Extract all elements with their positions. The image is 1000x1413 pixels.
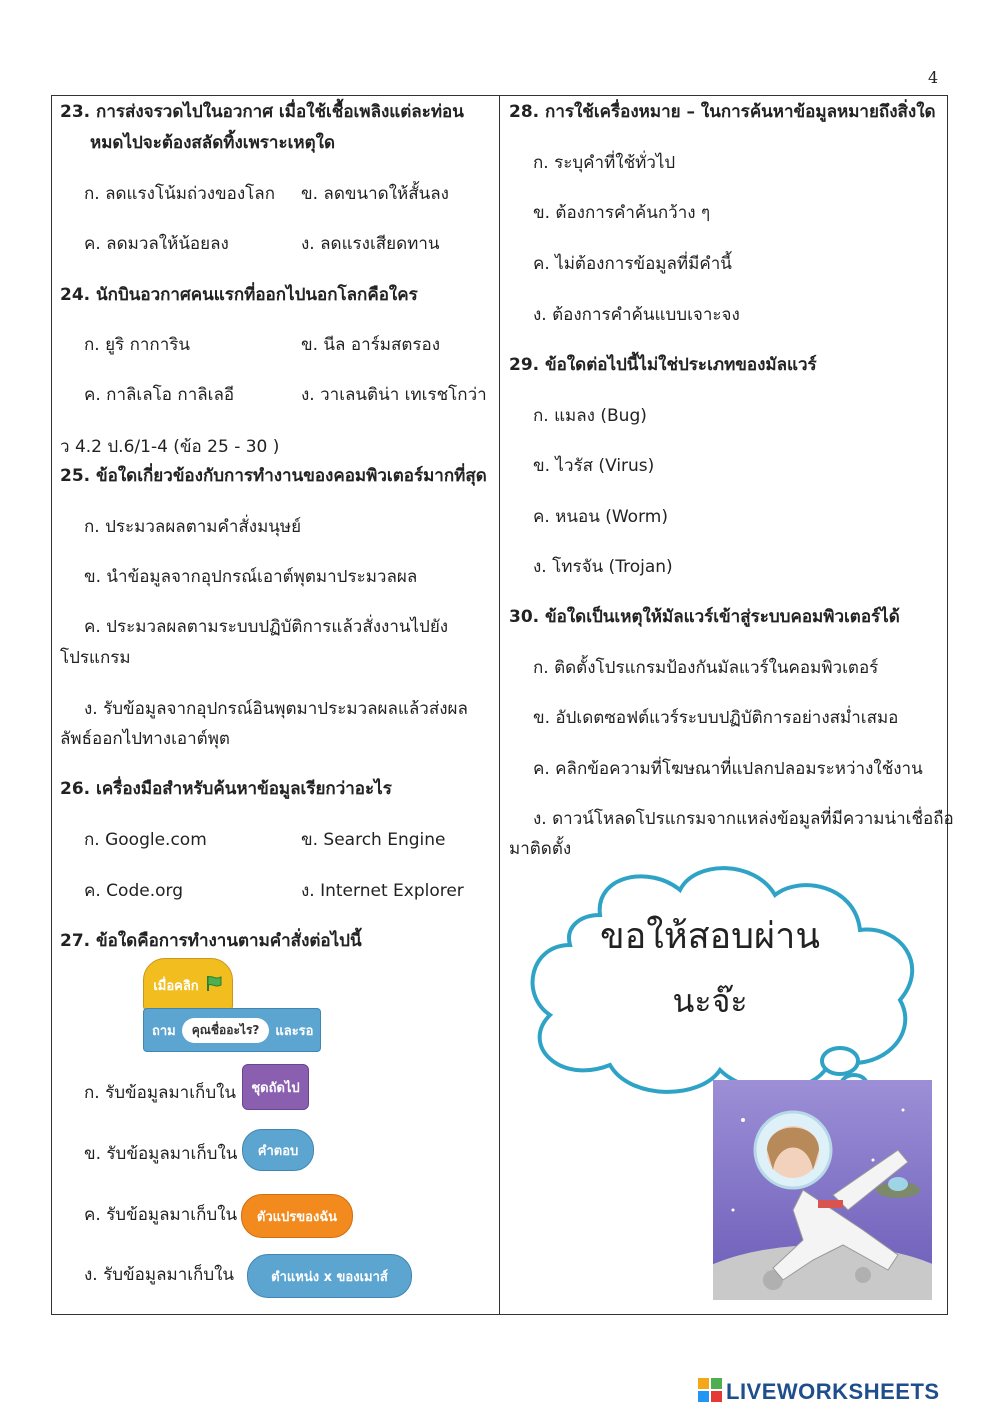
q27-option-d-block: ตำแหน่ง x ของเมาส์ xyxy=(247,1254,412,1298)
ask-label: ถาม xyxy=(152,1023,176,1039)
q29-option-a: ก. แมลง (Bug) xyxy=(533,406,647,426)
q29-option-c: ค. หนอน (Worm) xyxy=(533,507,668,527)
q26-option-d: ง. Internet Explorer xyxy=(301,881,464,901)
page-number: 4 xyxy=(928,68,939,87)
q27-question: 27. ข้อใดคือการทำงานตามคำสั่งต่อไปนี้ xyxy=(60,931,362,951)
column-divider xyxy=(499,95,500,1315)
cloud-line1: ขอให้สอบผ่าน xyxy=(600,916,820,957)
q27-option-a: ก. รับข้อมูลมาเก็บใน xyxy=(84,1083,237,1103)
green-flag-icon xyxy=(205,974,223,996)
q26-question: 26. เครื่องมือสำหรับค้นหาข้อมูลเรียกว่าอะไร xyxy=(60,779,392,799)
liveworksheets-logo[interactable] xyxy=(698,1378,940,1406)
q25-option-c-line2: โปรแกรม xyxy=(60,648,131,668)
q30-option-d-line2: มาติดตั้ง xyxy=(509,839,572,859)
q30-option-a: ก. ติดตั้งโปรแกรมป้องกันมัลแวร์ในคอมพิวเตอร์ xyxy=(533,658,879,678)
q28-option-b: ข. ต้องการคำค้นกว้าง ๆ xyxy=(533,203,711,223)
q26-option-c: ค. Code.org xyxy=(84,881,183,901)
q30-question: 30. ข้อใดเป็นเหตุให้มัลแวร์เข้าสู่ระบบคอมพิวเตอร์ได้ xyxy=(509,607,900,627)
q30-option-c: ค. คลิกข้อความที่โฆษณาที่แปลกปลอมระหว่างใช้งาน xyxy=(533,759,923,779)
q23-option-b: ข. ลดขนาดให้สั้นลง xyxy=(301,184,449,204)
q27-option-a-block: ชุดถัดไป xyxy=(242,1064,309,1110)
when-label: เมื่อคลิก xyxy=(153,978,199,994)
astronaut-illustration xyxy=(713,1080,932,1300)
q23-question-line1: 23. การส่งจรวดไปในอวกาศ เมื่อใช้เชื้อเพลิงแต่ละท่อน xyxy=(60,102,464,122)
q27-option-c-block: ตัวแปรของฉัน xyxy=(241,1194,353,1238)
q25-option-d-line1: ง. รับข้อมูลจากอุปกรณ์อินพุตมาประมวลผลแล้วส่งผล xyxy=(84,699,468,719)
q28-option-a: ก. ระบุคำที่ใช้ทั่วไป xyxy=(533,153,676,173)
logo-text: LIVEWORKSHEETS xyxy=(726,1379,940,1404)
q25-option-c-line1: ค. ประมวลผลตามระบบปฏิบัติการแล้วสั่งงานไปยัง xyxy=(84,617,449,637)
q23-option-d: ง. ลดแรงเสียดทาน xyxy=(301,234,440,254)
q27-option-c: ค. รับข้อมูลมาเก็บใน xyxy=(84,1205,238,1225)
q28-question: 28. การใช้เครื่องหมาย – ในการค้นหาข้อมูลหมายถึงสิ่งใด xyxy=(509,102,936,122)
q25-option-a: ก. ประมวลผลตามคำสั่งมนุษย์ xyxy=(84,517,302,537)
q29-question: 29. ข้อใดต่อไปนี้ไม่ใช่ประเภทของมัลแวร์ xyxy=(509,355,817,375)
section-label: ว 4.2 ป.6/1-4 (ข้อ 25 - 30 ) xyxy=(60,437,280,457)
scratch-when-flag-block xyxy=(143,958,233,1012)
q27-option-b: ข. รับข้อมูลมาเก็บใน xyxy=(84,1144,238,1164)
q26-option-b: ข. Search Engine xyxy=(301,830,446,850)
q29-option-d: ง. โทรจัน (Trojan) xyxy=(533,557,673,577)
q23-option-c: ค. ลดมวลให้น้อยลง xyxy=(84,234,229,254)
q29-option-b: ข. ไวรัส (Virus) xyxy=(533,456,655,476)
q24-option-c: ค. กาลิเลโอ กาลิเลอี xyxy=(84,385,235,405)
q24-question: 24. นักบินอวกาศคนแรกที่ออกไปนอกโลกคือใคร xyxy=(60,285,418,305)
q25-option-d-line2: ลัพธ์ออกไปทางเอาต์พุต xyxy=(60,729,230,749)
q24-option-b: ข. นีล อาร์มสตรอง xyxy=(301,335,441,355)
wait-label: และรอ xyxy=(275,1023,314,1039)
q24-option-d: ง. วาเลนติน่า เทเรชโกว่า xyxy=(301,385,487,405)
q25-question: 25. ข้อใดเกี่ยวข้องกับการทำงานของคอมพิวเตอร์มากที่สุด xyxy=(60,466,487,486)
scratch-ask-block xyxy=(143,1008,321,1052)
q24-option-a: ก. ยูริ กาการิน xyxy=(84,335,191,355)
q30-option-b: ข. อัปเดตซอฟต์แวร์ระบบปฏิบัติการอย่างสม่ำเสมอ xyxy=(533,708,899,728)
q27-option-b-block: คำตอบ xyxy=(242,1129,314,1171)
ask-input-pill: คุณชื่ออะไร? xyxy=(182,1018,270,1043)
q28-option-d: ง. ต้องการคำค้นแบบเจาะจง xyxy=(533,305,740,325)
q23-option-a: ก. ลดแรงโน้มถ่วงของโลก xyxy=(84,184,276,204)
q27-option-d: ง. รับข้อมูลมาเก็บใน xyxy=(84,1265,235,1285)
q25-option-b: ข. นำข้อมูลจากอุปกรณ์เอาต์พุตมาประมวลผล xyxy=(84,567,418,587)
q26-option-a: ก. Google.com xyxy=(84,830,207,850)
q28-option-c: ค. ไม่ต้องการข้อมูลที่มีคำนี้ xyxy=(533,254,732,274)
q30-option-d-line1: ง. ดาวน์โหลดโปรแกรมจากแหล่งข้อมูลที่มีความน่าเชื่อถือ xyxy=(533,809,954,829)
logo-badge-icon xyxy=(698,1378,722,1406)
cloud-line2: นะจ๊ะ xyxy=(672,982,748,1020)
q23-question-line2: หมดไปจะต้องสลัดทิ้งเพราะเหตุใด xyxy=(90,133,335,153)
